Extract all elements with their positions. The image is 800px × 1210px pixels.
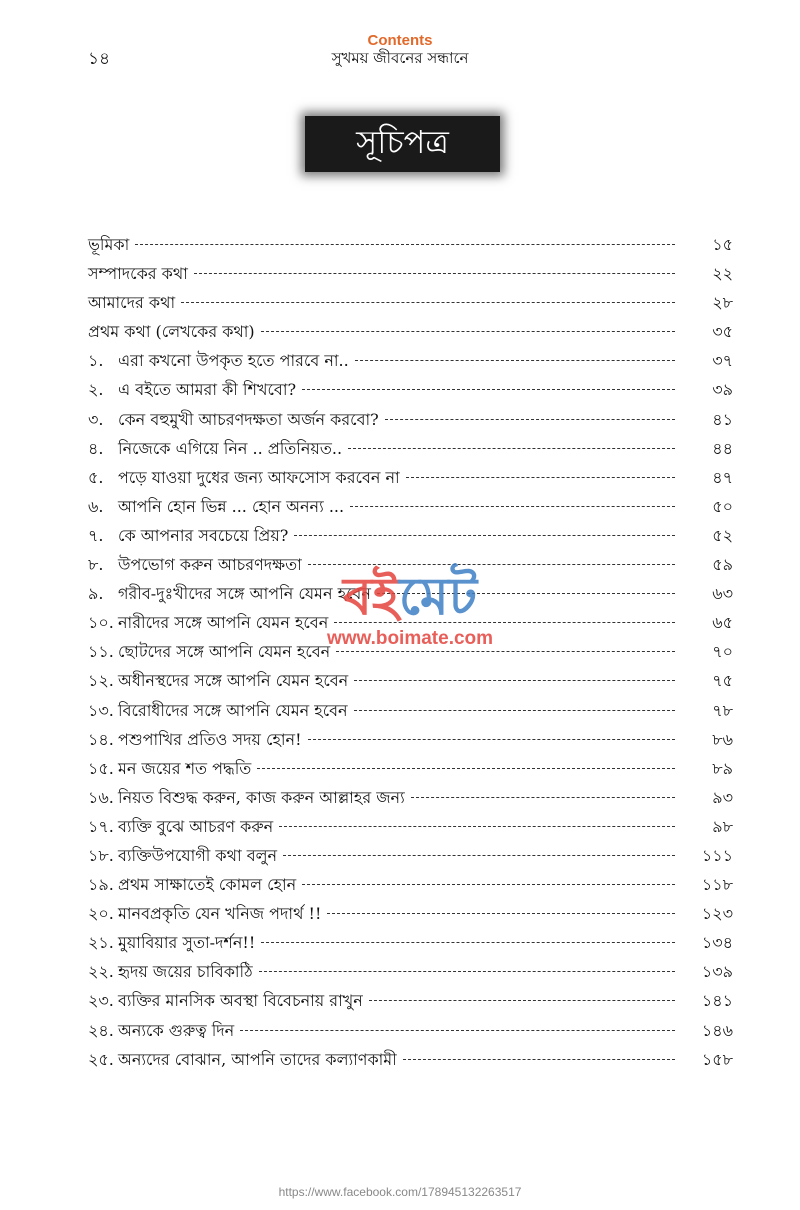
toc-entry-title: নিজেকে এগিয়ে নিন .. প্রতিনিয়ত.. bbox=[118, 438, 343, 458]
toc-entry-title: ভূমিকা bbox=[88, 235, 130, 254]
toc-entry-title: মন জয়ের শত পদ্ধতি bbox=[118, 758, 252, 778]
toc-entry-number: ১৭. bbox=[88, 816, 114, 836]
toc-entry-page: ৩৫ bbox=[712, 322, 733, 342]
toc-entry-page: ৩৯ bbox=[712, 380, 733, 400]
dotted-leader bbox=[411, 797, 675, 798]
dotted-leader bbox=[194, 273, 675, 274]
toc-entry bbox=[88, 552, 733, 581]
toc-entry-page: ১৫ bbox=[712, 235, 733, 254]
toc-entry-title: অন্যকে গুরুত্ব দিন bbox=[118, 1020, 235, 1040]
toc-entry-number: ২৫. bbox=[88, 1049, 114, 1069]
toc-entry-number: ৬. bbox=[88, 496, 104, 516]
toc-entry-title: ব্যক্তির মানসিক অবস্থা বিবেচনায় রাখুন bbox=[118, 991, 363, 1011]
dotted-leader bbox=[403, 1059, 675, 1060]
dotted-leader bbox=[308, 739, 676, 740]
toc-entry bbox=[88, 523, 733, 552]
dotted-leader bbox=[261, 331, 675, 332]
toc-entry bbox=[88, 756, 733, 785]
toc-entry-title: মুয়াবিয়ার সুতা-দর্শন!! bbox=[118, 933, 256, 953]
toc-entry-title: বিরোধীদের সঙ্গে আপনি যেমন হবেন bbox=[118, 700, 348, 720]
toc-entry-page: ৬৩ bbox=[712, 584, 733, 604]
toc-entry-number: ১১. bbox=[88, 642, 114, 662]
toc-entry-title: এরা কখনো উপকৃত হতে পারবে না.. bbox=[118, 351, 349, 371]
toc-entry-title: পড়ে যাওয়া দুধের জন্য আফসোস করবেন না bbox=[118, 467, 400, 487]
toc-entry bbox=[88, 872, 733, 901]
toc-entry bbox=[88, 232, 733, 261]
toc-entry-number: ৫. bbox=[88, 467, 104, 487]
dotted-leader bbox=[355, 360, 675, 361]
toc-entry bbox=[88, 494, 733, 523]
toc-entry-number: ২. bbox=[88, 380, 104, 400]
toc-entry-title: আমাদের কথা bbox=[88, 293, 176, 313]
toc-entry-title: অন্যদের বোঝান, আপনি তাদের কল্যাণকামী bbox=[118, 1049, 397, 1069]
toc-entry bbox=[88, 261, 733, 290]
dotted-leader bbox=[377, 593, 675, 594]
dotted-leader bbox=[336, 651, 675, 652]
toc-entry bbox=[88, 698, 733, 727]
dotted-leader bbox=[135, 244, 675, 245]
watermark-logo-part2: মেট bbox=[398, 566, 478, 627]
dotted-leader bbox=[302, 884, 675, 885]
toc-entry-title: প্রথম সাক্ষাতেই কোমল হোন bbox=[118, 875, 297, 895]
toc-entry-number: ১০. bbox=[88, 613, 114, 633]
toc-entry-page: ৪৭ bbox=[712, 467, 733, 487]
toc-entry-number: ৪. bbox=[88, 438, 104, 458]
toc-entry bbox=[88, 988, 733, 1017]
toc-entry bbox=[88, 1047, 733, 1076]
toc-entry-page: ১৩৪ bbox=[701, 933, 733, 953]
dotted-leader bbox=[283, 855, 675, 856]
toc-entry-title: ছোটদের সঙ্গে আপনি যেমন হবেন bbox=[118, 642, 331, 662]
toc-entry-number: ২০. bbox=[88, 904, 114, 924]
toc-entry bbox=[88, 901, 733, 930]
toc-entry-title: নিয়ত বিশুদ্ধ করুন, কাজ করুন আল্লাহর জন্য bbox=[118, 787, 405, 807]
toc-entry-page: ৭০ bbox=[712, 642, 733, 662]
toc-entry bbox=[88, 319, 733, 348]
toc-entry-page: ১১১ bbox=[701, 845, 733, 865]
toc-entry-title: এ বইতে আমরা কী শিখবো? bbox=[118, 380, 297, 400]
toc-entry-page: ৭৫ bbox=[712, 671, 733, 691]
toc-entry-title: কে আপনার সবচেয়ে প্রিয়? bbox=[118, 525, 289, 545]
toc-entry-page: ৪১ bbox=[712, 409, 733, 429]
toc-entry-title: আপনি হোন ভিন্ন ... হোন অনন্য ... bbox=[118, 496, 345, 516]
toc-entry-page: ৮৬ bbox=[712, 729, 733, 749]
toc-entry-title: সম্পাদকের কথা bbox=[88, 264, 188, 284]
toc-entry-number: ২৪. bbox=[88, 1020, 114, 1040]
toc-entry-number: ১৬. bbox=[88, 787, 114, 807]
dotted-leader bbox=[259, 971, 675, 972]
toc-entry-page: ৯৮ bbox=[712, 816, 733, 836]
toc-entry-number: ১. bbox=[88, 351, 104, 371]
dotted-leader bbox=[279, 826, 675, 827]
toc-entry bbox=[88, 581, 733, 610]
toc-entry-page: ২২ bbox=[712, 264, 733, 284]
toc-entry-number: ১৯. bbox=[88, 875, 114, 895]
dotted-leader bbox=[369, 1000, 675, 1001]
toc-entry-title: হৃদয় জয়ের চাবিকাঠি bbox=[118, 962, 253, 982]
toc-entry-page: ১৫৮ bbox=[701, 1049, 733, 1069]
toc-entry-title: পশুপাখির প্রতিও সদয় হোন! bbox=[118, 729, 302, 749]
toc-entry-page: ৫৯ bbox=[712, 555, 733, 575]
dotted-leader bbox=[350, 506, 675, 507]
toc-entry-number: ৩. bbox=[88, 409, 104, 429]
book-title: সুখময় জীবনের সন্ধানে bbox=[331, 49, 469, 67]
page-number: ১৪ bbox=[88, 49, 111, 69]
toc-entry bbox=[88, 727, 733, 756]
toc-entry bbox=[88, 465, 733, 494]
toc-entry-page: ৪৪ bbox=[712, 438, 733, 458]
toc-entry bbox=[88, 814, 733, 843]
table-of-contents bbox=[88, 232, 733, 1076]
toc-entry-number: ১৫. bbox=[88, 758, 114, 778]
toc-entry bbox=[88, 290, 733, 319]
dotted-leader bbox=[294, 535, 675, 536]
toc-entry-page: ৩৭ bbox=[712, 351, 733, 371]
dotted-leader bbox=[240, 1030, 675, 1031]
dotted-leader bbox=[334, 622, 675, 623]
dotted-leader bbox=[308, 564, 675, 565]
toc-entry bbox=[88, 930, 733, 959]
toc-entry-title: অধীনস্থদের সঙ্গে আপনি যেমন হবেন bbox=[118, 671, 349, 691]
toc-entry-page: ৮৯ bbox=[712, 758, 733, 778]
toc-entry-page: ৭৮ bbox=[712, 700, 733, 720]
toc-entry-page: ৯৩ bbox=[712, 787, 733, 807]
toc-entry-title: মানবপ্রকৃতি যেন খনিজ পদার্থ !! bbox=[118, 904, 322, 924]
toc-entry-page: ১৪১ bbox=[701, 991, 733, 1011]
toc-entry-page: ১৪৬ bbox=[701, 1020, 733, 1040]
toc-entry-number: ১৮. bbox=[88, 845, 114, 865]
toc-entry bbox=[88, 668, 733, 697]
toc-entry-number: ৭. bbox=[88, 525, 104, 545]
toc-entry-number: ১৪. bbox=[88, 729, 114, 749]
toc-entry bbox=[88, 639, 733, 668]
dotted-leader bbox=[181, 302, 675, 303]
toc-entry-title: ব্যক্তিউপযোগী কথা বলুন bbox=[118, 845, 278, 865]
toc-entry bbox=[88, 785, 733, 814]
toc-entry bbox=[88, 436, 733, 465]
toc-entry-title: প্রথম কথা (লেখকের কথা) bbox=[88, 322, 255, 342]
toc-entry-page: ২৮ bbox=[712, 293, 733, 313]
toc-entry-number: ২২. bbox=[88, 962, 114, 982]
toc-entry-page: ১২৩ bbox=[701, 904, 733, 924]
dotted-leader bbox=[406, 477, 675, 478]
toc-entry-number: ১২. bbox=[88, 671, 114, 691]
toc-entry bbox=[88, 348, 733, 377]
toc-entry bbox=[88, 1018, 733, 1047]
watermark-url: www.boimate.com bbox=[326, 628, 494, 649]
toc-entry-number: ২১. bbox=[88, 933, 114, 953]
toc-entry bbox=[88, 959, 733, 988]
toc-entry-page: ৫০ bbox=[712, 496, 733, 516]
toc-entry bbox=[88, 407, 733, 436]
toc-entry-title: গরীব-দুঃখীদের সঙ্গে আপনি যেমন হবেন bbox=[118, 584, 371, 604]
toc-entry-page: ১৩৯ bbox=[701, 962, 733, 982]
dotted-leader bbox=[385, 419, 675, 420]
toc-entry-title: ব্যক্তি বুঝে আচরণ করুন bbox=[118, 816, 274, 836]
watermark-logo-part1: বই bbox=[342, 566, 399, 627]
toc-entry-page: ৬৫ bbox=[712, 613, 733, 633]
footer-url: https://www.facebook.com/178945132263517 bbox=[278, 1185, 522, 1199]
toc-entry bbox=[88, 843, 733, 872]
toc-entry-page: ৫২ bbox=[712, 525, 733, 545]
toc-entry-title: উপভোগ করুন আচরণদক্ষতা bbox=[118, 555, 302, 575]
toc-entry bbox=[88, 610, 733, 639]
section-title-banner bbox=[305, 116, 500, 172]
dotted-leader bbox=[348, 448, 675, 449]
toc-entry-number: ৮. bbox=[88, 555, 104, 575]
toc-entry-number: ১৩. bbox=[88, 700, 114, 720]
section-title: সূচিপত্র bbox=[356, 123, 449, 161]
toc-entry bbox=[88, 377, 733, 406]
dotted-leader bbox=[257, 768, 675, 769]
contents-label: Contents bbox=[367, 32, 433, 49]
toc-entry-number: ২৩. bbox=[88, 991, 114, 1011]
dotted-leader bbox=[327, 913, 675, 914]
dotted-leader bbox=[302, 389, 675, 390]
dotted-leader bbox=[354, 710, 675, 711]
toc-entry-page: ১১৮ bbox=[701, 875, 733, 895]
dotted-leader bbox=[261, 942, 675, 943]
toc-entry-number: ৯. bbox=[88, 584, 104, 604]
toc-entry-title: নারীদের সঙ্গে আপনি যেমন হবেন bbox=[118, 613, 329, 633]
dotted-leader bbox=[354, 680, 675, 681]
toc-entry-title: কেন বহুমুখী আচরণদক্ষতা অর্জন করবো? bbox=[118, 409, 379, 429]
